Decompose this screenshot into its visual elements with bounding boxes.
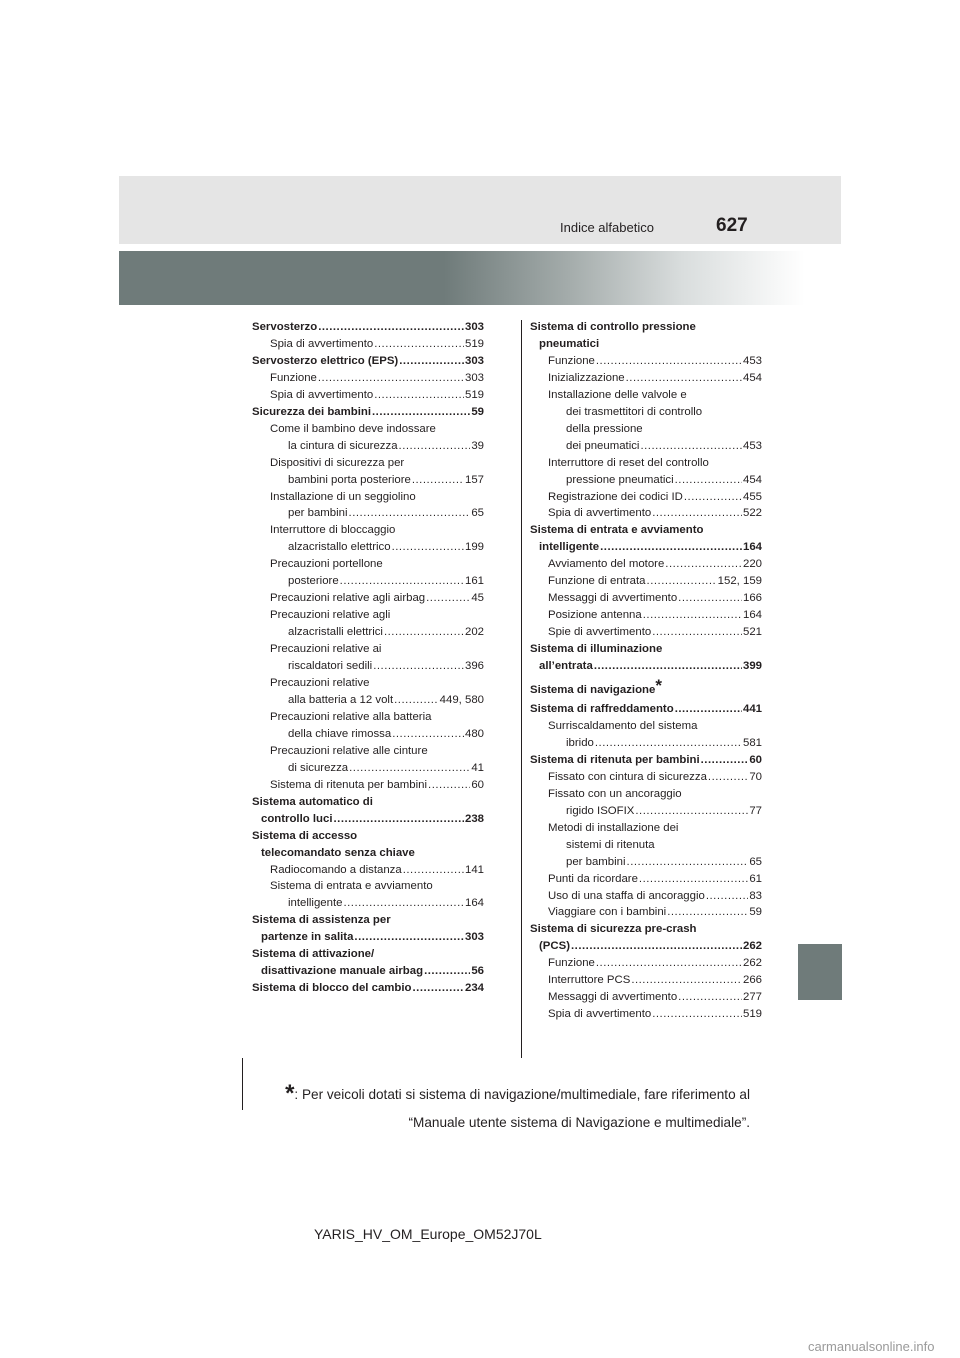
index-entry-page: 521 [742,626,762,639]
index-entry [530,752,762,769]
index-entry-page: 164 [464,897,484,910]
index-entry-term: Uso di una staffa di ancoraggio [548,889,705,902]
index-subentry-line: Precauzioni relative [270,677,370,690]
index-entry [252,404,484,421]
index-entry-page: 262 [742,940,762,953]
index-entry-term: pressione pneumatici [566,473,674,486]
index-entry-term: Registrazione dei codici ID [548,490,683,503]
dot-leader [394,692,439,709]
dot-leader [665,556,742,573]
index-entry [530,556,762,573]
index-entry-page: 65 [749,855,762,868]
index-entry-term: Spia di avvertimento [548,1008,652,1021]
index-entry [530,1006,762,1023]
index-entry [252,811,484,828]
dot-leader [706,888,748,905]
dot-leader [373,658,464,675]
dot-leader [640,438,742,455]
dot-leader [678,989,742,1006]
index-entry [530,539,762,556]
index-entry-page: 519 [464,337,484,350]
index-entry [530,590,762,607]
index-entry-page: 59 [471,405,484,418]
index-entry [530,938,762,955]
index-entry-term: Sistema di blocco del cambio [252,982,412,995]
index-entry-term: Servosterzo [252,321,318,333]
index-entry-term: della chiave rimossa [288,727,392,740]
index-entry-term: controllo luci [261,812,333,825]
dot-leader [354,929,464,946]
index-subentry-line: Surriscaldamento del sistema [548,719,698,732]
index-heading-line: Sistema automatico di [252,795,373,808]
dot-leader [318,370,464,387]
index-entry-page: 56 [471,965,484,978]
dot-leader [594,658,742,675]
index-entry-term: per bambini [566,855,626,868]
footnote-reference-mark: * [655,676,662,696]
index-entry [252,895,484,912]
column-divider [521,320,522,1058]
index-entry-term: all’entrata [539,660,593,673]
index-entry [530,472,762,489]
index-subentry-line: Installazione di un seggiolino [270,490,416,503]
index-entry-term: Interruttore PCS [548,974,631,987]
index-entry [252,353,484,370]
index-entry [530,955,762,972]
index-entry [530,438,762,455]
dot-leader [675,472,742,489]
dot-leader [384,624,464,641]
index-entry-page: 303 [464,931,484,944]
index-entry-page: 166 [742,592,762,605]
index-heading-line: Sistema di accesso [252,829,358,842]
watermark: carmanualsonline.info [808,1339,935,1354]
index-entry-term: Viaggiare con i bambini [548,906,667,919]
dot-leader [684,489,742,506]
index-entry [252,929,484,946]
index-entry [530,624,762,641]
index-entry-term: intelligente [539,541,600,554]
index-entry [530,803,762,820]
index-entry-term: Inizializzazione [548,371,625,384]
dot-leader [403,862,464,879]
footnote-rule [242,1058,243,1110]
index-subentry-line: Precauzioni relative agli [270,609,391,622]
index-subentry-line: Fissato con un ancoraggio [548,787,682,800]
index-entry-page: 157 [464,473,484,486]
decorative-gradient-bar [119,251,841,305]
dot-leader [392,726,464,743]
index-entry-page: 60 [471,778,484,791]
index-entry-page: 164 [742,541,762,554]
index-entry [530,607,762,624]
index-entry-term: Fissato con cintura di sicurezza [548,770,707,783]
dot-leader [627,854,749,871]
dot-leader [374,336,464,353]
index-entry [252,760,484,777]
index-entry-term: Spia di avvertimento [270,337,374,350]
dot-leader [372,404,470,421]
index-entry-term: riscaldatori sedili [288,660,373,673]
index-heading-line: Sistema di sicurezza pre-crash [530,923,697,936]
index-entry [530,904,762,921]
footnote-text-1: : Per veicoli dotati si sistema di navigazione/multimediale, fare riferimento al [294,1087,750,1102]
index-entry-term: Messaggi di avvertimento [548,991,678,1004]
dot-leader [412,472,464,489]
index-entry-term: alla batteria a 12 volt [288,693,394,706]
index-entry-term: Messaggi di avvertimento [548,592,678,605]
index-entry-page: 303 [464,354,484,367]
index-entry [530,972,762,989]
index-entry [530,854,762,871]
index-entry-page: 60 [749,753,762,766]
index-entry-term: Sistema di raffreddamento [530,703,674,716]
index-subentry-line: Interruttore di reset del controllo [548,456,709,469]
index-entry-term: per bambini [288,507,348,520]
index-column-right [530,319,762,1023]
index-entry-term: Funzione di entrata [548,575,646,588]
index-subentry-line: della pressione [566,422,643,435]
index-entry-term: posteriore [288,575,339,588]
index-subentry-line: dei trasmettitori di controllo [566,405,703,418]
dot-leader [600,539,742,556]
footnote-mark: * [285,1080,295,1107]
index-entry-term: Spie di avvertimento [548,626,652,639]
index-entry-page: 83 [749,889,762,902]
index-subentry-line: Precauzioni relative alla batteria [270,710,432,723]
index-entry [530,871,762,888]
index-entry-page: 277 [742,991,762,1004]
index-entry [252,980,484,997]
index-entry-term: Sicurezza dei bambini [252,405,372,418]
index-entry-term: Precauzioni relative agli airbag [270,592,426,605]
index-heading-with-footnote [530,675,762,701]
index-entry-page: 45 [471,592,484,605]
index-heading-line: Sistema di controllo pressione [530,321,696,333]
index-entry-page: 39 [471,439,484,452]
footnote [280,1080,750,1137]
dot-leader [318,319,464,336]
index-entry-term: Funzione [270,371,317,384]
section-title: Indice alfabetico [560,220,654,235]
index-heading-text: Sistema di navigazione [530,684,656,697]
index-entry-page: 453 [742,354,762,367]
index-entry [530,353,762,370]
index-entry [252,505,484,522]
index-entry [252,963,484,980]
dot-leader [675,701,742,718]
index-entry-term: Funzione [548,354,595,367]
dot-leader [596,955,742,972]
index-heading-line: Sistema di attivazione/ [252,948,375,961]
index-entry-page: 234 [464,982,484,995]
index-entry-page: 61 [749,872,762,885]
index-entry-page: 396 [464,660,484,673]
index-entry [530,489,762,506]
dot-leader [392,539,464,556]
index-entry-page: 519 [464,388,484,401]
document-code: YARIS_HV_OM_Europe_OM52J70L [314,1226,542,1242]
dot-leader [639,871,748,888]
index-entry-page: 454 [742,473,762,486]
index-heading-line: Sistema di illuminazione [530,643,663,656]
dot-leader [678,590,742,607]
index-heading-line: Sistema di assistenza per [252,914,391,927]
index-subentry-line: Interruttore di bloccaggio [270,524,396,537]
index-entry [252,387,484,404]
index-entry-term: di sicurezza [288,761,349,774]
index-entry-page: 449, 580 [439,693,484,706]
index-entry [252,472,484,489]
index-subentry-line: Precauzioni relative ai [270,643,382,656]
index-entry-term: Spia di avvertimento [548,507,652,520]
dot-leader [349,760,470,777]
index-entry-page: 441 [742,703,762,716]
index-entry [530,658,762,675]
dot-leader [399,353,464,370]
index-entry-term: Avviamento del motore [548,558,665,571]
dot-leader [413,980,464,997]
index-entry [252,438,484,455]
footnote-line-1 [280,1080,750,1109]
index-entry [252,336,484,353]
index-entry-term: Radiocomando a distanza [270,863,402,876]
index-entry-term: Punti da ricordare [548,872,638,885]
index-entry-page: 164 [742,609,762,622]
index-entry-term: intelligente [288,897,343,910]
footnote-line-2: “Manuale utente sistema di Navigazione e multimediale”. [408,1115,750,1130]
index-subentry-line: Precauzioni portellone [270,558,383,571]
dot-leader [643,607,742,624]
index-entry [252,658,484,675]
index-entry-page: 141 [464,863,484,876]
dot-leader [635,803,748,820]
index-entry-term: ibrido [566,736,594,749]
index-entry-page: 152, 159 [717,575,762,588]
index-entry-page: 266 [742,974,762,987]
index-entry-term: bambini porta posteriore [288,473,411,486]
index-entry [252,573,484,590]
index-entry-page: 199 [464,541,484,554]
dot-leader [652,1006,742,1023]
index-entry-page: 522 [742,507,762,520]
chapter-side-tab [798,944,842,1000]
index-entry-page: 220 [742,558,762,571]
index-entry [252,777,484,794]
index-entry [530,505,762,522]
index-entry-term: partenze in salita [261,931,354,944]
index-entry-term: Spia di avvertimento [270,388,374,401]
index-heading-line: telecomandato senza chiave [261,846,415,859]
index-entry [252,590,484,607]
index-entry [252,726,484,743]
index-subentry-line: Precauzioni relative alle cinture [270,744,428,757]
index-entry [252,862,484,879]
dot-leader [647,573,717,590]
index-entry-page: 303 [464,321,484,333]
index-entry [530,769,762,786]
index-entry [530,735,762,752]
index-entry-page: 70 [749,770,762,783]
dot-leader [399,438,471,455]
dot-leader [626,370,742,387]
index-entry-page: 303 [464,371,484,384]
index-entry-page: 453 [742,439,762,452]
index-entry-term: disattivazione manuale airbag [261,965,424,978]
index-entry-term: Funzione [548,957,595,970]
dot-leader [334,811,464,828]
dot-leader [343,895,464,912]
dot-leader [701,752,749,769]
dot-leader [631,972,742,989]
dot-leader [667,904,748,921]
index-subentry-line: Sistema di entrata e avviamento [270,880,433,893]
index-entry [252,692,484,709]
dot-leader [426,590,470,607]
index-entry [252,624,484,641]
index-entry-term: Servosterzo elettrico (EPS) [252,354,399,367]
index-entry [252,370,484,387]
index-entry-page: 202 [464,626,484,639]
page-number: 627 [716,215,748,236]
index-entry-term: (PCS) [539,940,571,953]
dot-leader [652,624,742,641]
index-entry-page: 238 [464,812,484,825]
index-subentry-line: Dispositivi di sicurezza per [270,456,405,469]
dot-leader [571,938,742,955]
index-entry [530,989,762,1006]
index-entry-term: dei pneumatici [566,439,640,452]
index-entry [530,701,762,718]
dot-leader [708,769,748,786]
index-entry [530,888,762,905]
index-entry-page: 59 [749,906,762,919]
index-entry-page: 161 [464,575,484,588]
index-entry-term: rigido ISOFIX [566,804,635,817]
dot-leader [424,963,470,980]
dot-leader [596,353,742,370]
index-entry-page: 480 [464,727,484,740]
index-subentry-line: Come il bambino deve indossare [270,422,436,435]
index-entry [252,319,484,336]
index-entry-term: la cintura di sicurezza [288,439,398,452]
index-entry-term: alzacristalli elettrici [288,626,383,639]
index-heading-line: Sistema di entrata e avviamento [530,524,704,537]
index-entry-page: 41 [471,761,484,774]
dot-leader [595,735,742,752]
index-entry-page: 519 [742,1008,762,1021]
dot-leader [374,387,464,404]
index-entry-term: alzacristallo elettrico [288,541,391,554]
index-entry-page: 65 [471,507,484,520]
dot-leader [428,777,470,794]
index-entry-page: 455 [742,490,762,503]
index-entry-page: 581 [742,736,762,749]
index-entry-page: 77 [749,804,762,817]
index-entry-term: Sistema di ritenuta per bambini [270,778,428,791]
index-entry-page: 454 [742,371,762,384]
index-entry-term: Posizione antenna [548,609,642,622]
index-entry [252,539,484,556]
dot-leader [340,573,464,590]
index-entry-page: 399 [742,660,762,673]
index-entry [530,573,762,590]
index-entry [530,370,762,387]
index-subentry-line: Metodi di installazione dei [548,821,679,834]
index-heading-line: pneumatici [539,337,600,350]
index-entry-term: Sistema di ritenuta per bambini [530,753,700,766]
index-subentry-line: Installazione delle valvole e [548,388,687,401]
index-subentry-line: sistemi di ritenuta [566,838,655,851]
dot-leader [349,505,471,522]
index-entry-page: 262 [742,957,762,970]
index-column-left [252,319,484,997]
dot-leader [652,505,742,522]
